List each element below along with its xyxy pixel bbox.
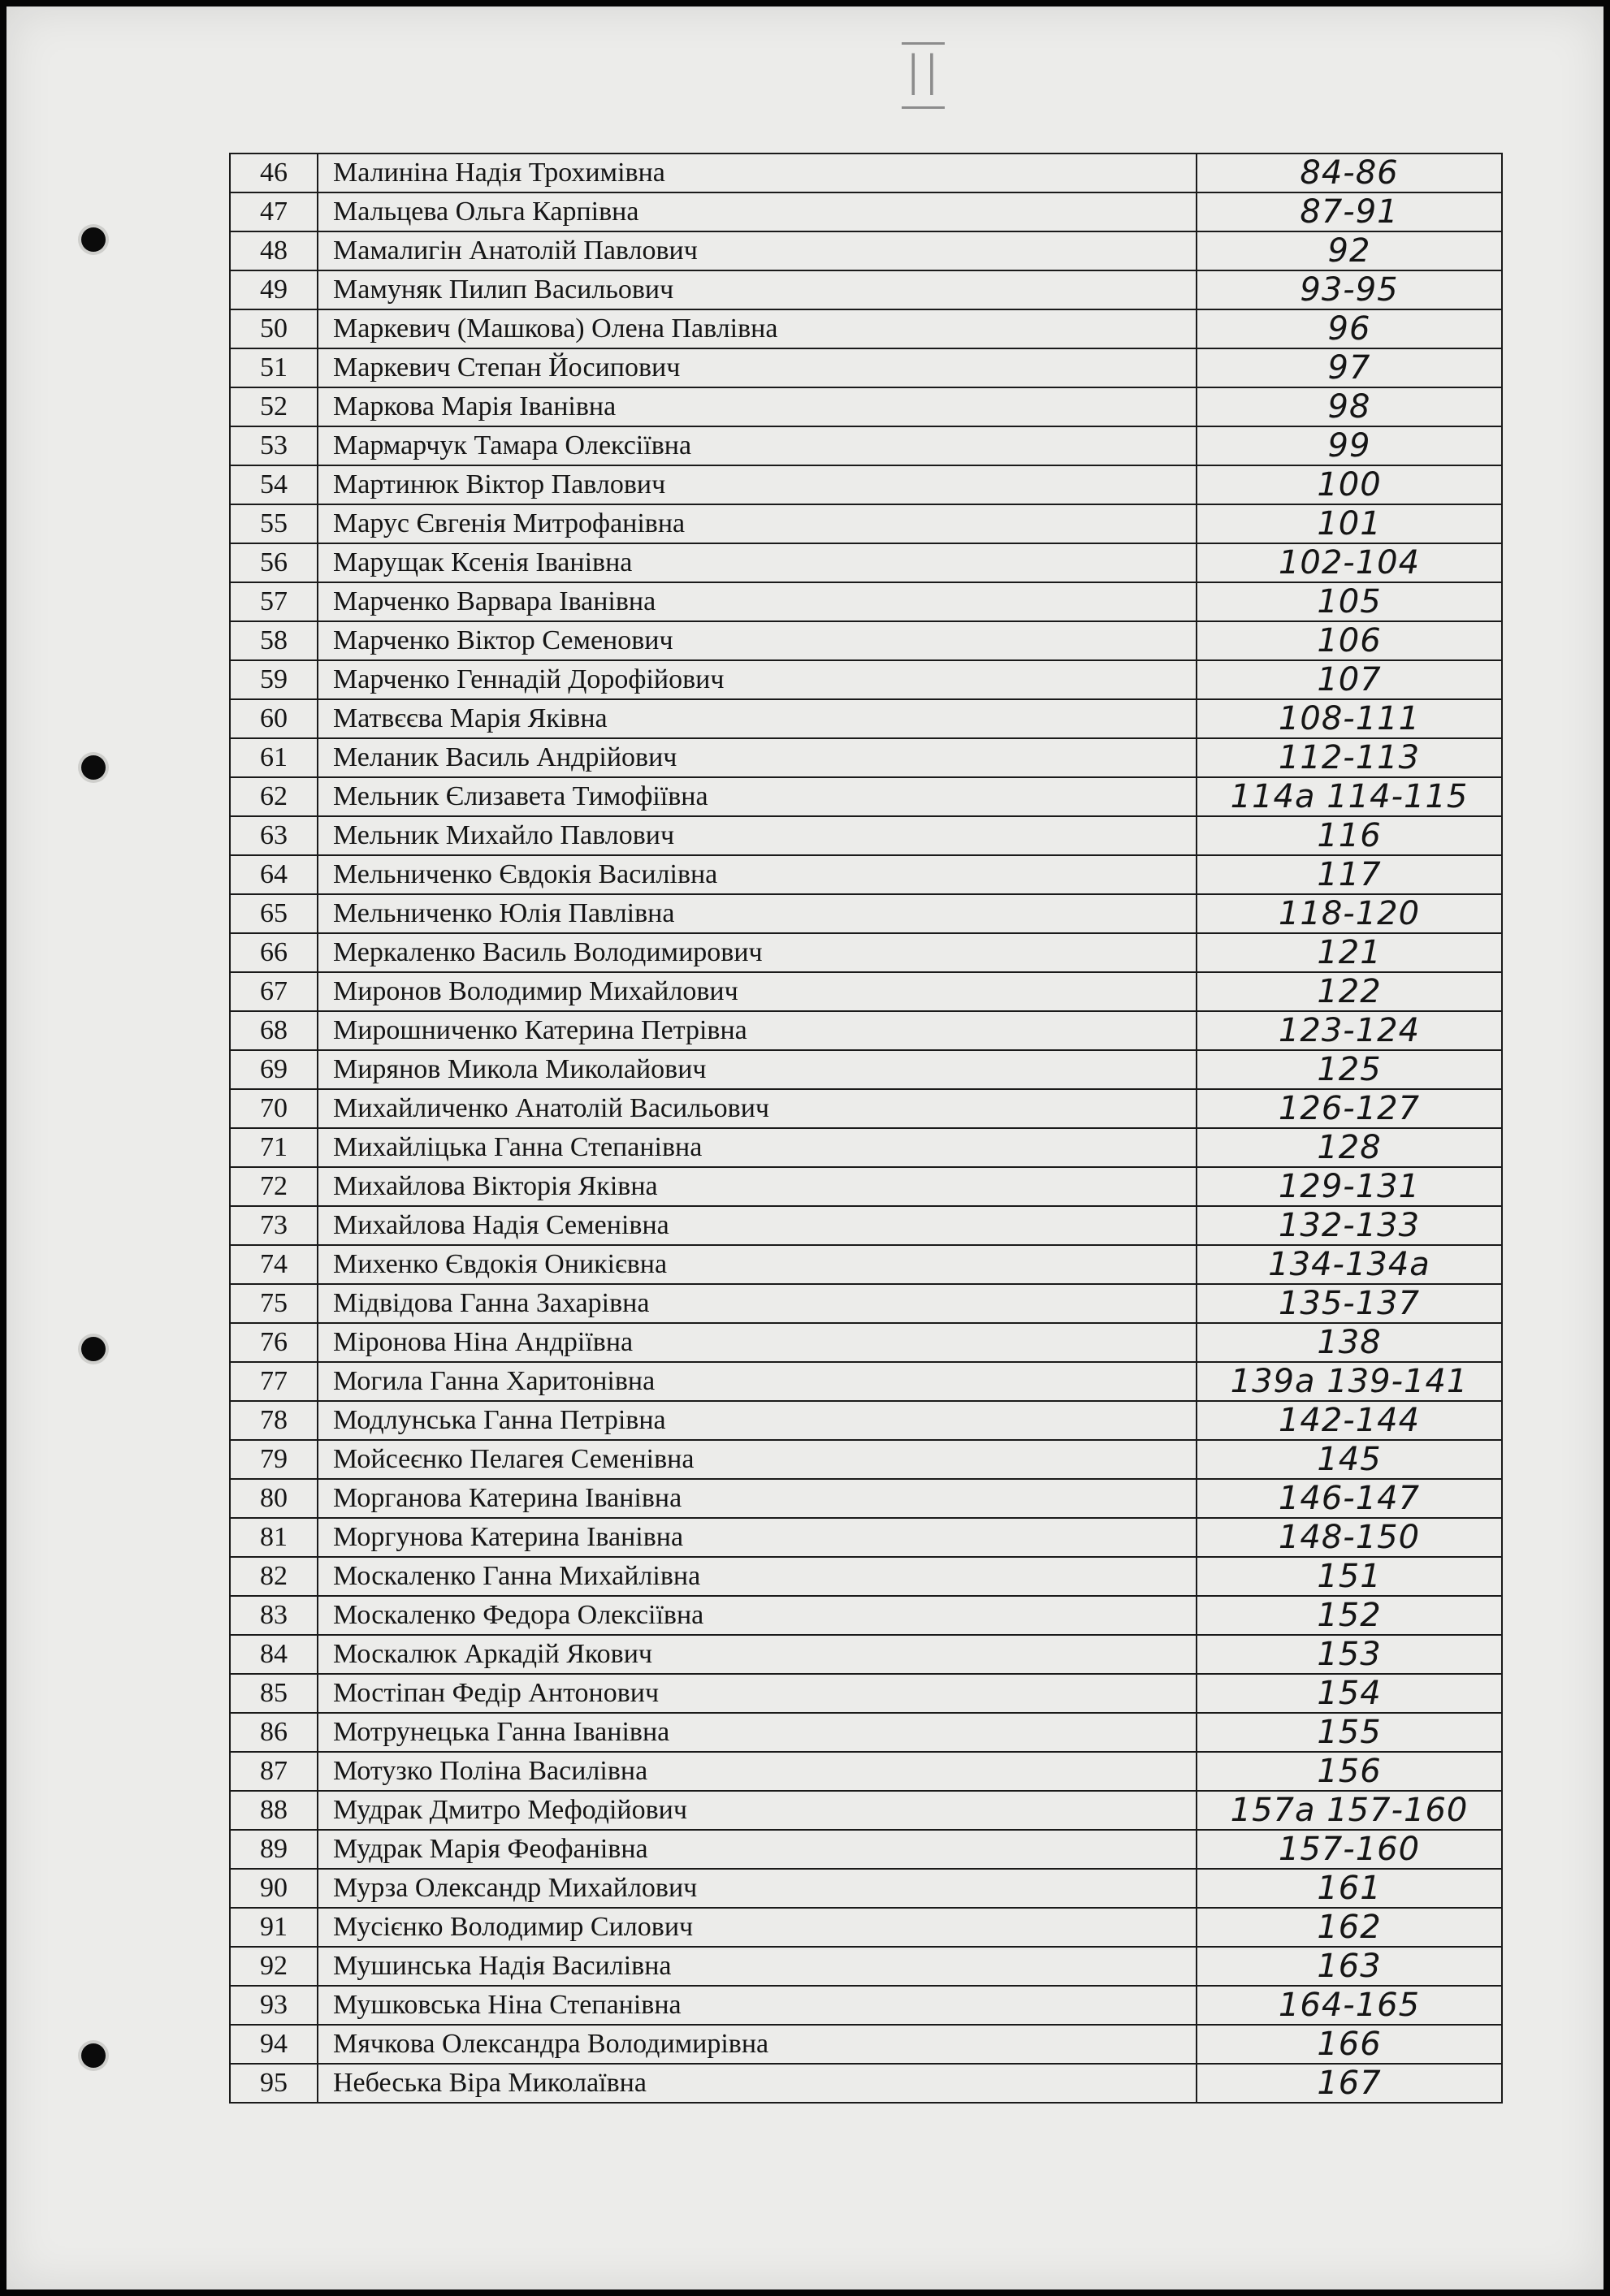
page-range: 125: [1197, 1050, 1502, 1089]
row-number: 49: [230, 270, 318, 309]
person-name: Михайлова Надія Семенівна: [318, 1206, 1197, 1245]
table-row: [230, 1986, 1502, 2025]
page-range: 152: [1197, 1596, 1502, 1635]
table-row: [230, 1908, 1502, 1947]
page-range: 162: [1197, 1908, 1502, 1947]
page-range: 123-124: [1197, 1011, 1502, 1050]
person-name: Мусієнко Володимир Силович: [318, 1908, 1197, 1947]
table-row: [230, 582, 1502, 621]
person-name: Марченко Геннадій Дорофійович: [318, 660, 1197, 699]
person-name: Моргунова Катерина Іванівна: [318, 1518, 1197, 1557]
person-name: Матвєєва Марія Яківна: [318, 699, 1197, 738]
page-range: 92: [1197, 231, 1502, 270]
person-name: Мурза Олександр Михайлович: [318, 1869, 1197, 1908]
punch-hole: [81, 1337, 106, 1361]
person-name: Меркаленко Василь Володимирович: [318, 933, 1197, 972]
row-number: 65: [230, 894, 318, 933]
person-name: Могила Ганна Харитонівна: [318, 1362, 1197, 1401]
row-number: 66: [230, 933, 318, 972]
page-range: 166: [1197, 2025, 1502, 2064]
person-name: Мельниченко Євдокія Василівна: [318, 855, 1197, 894]
table-row: [230, 1635, 1502, 1674]
row-number: 56: [230, 543, 318, 582]
table-row: [230, 738, 1502, 777]
row-number: 60: [230, 699, 318, 738]
page-range: 117: [1197, 855, 1502, 894]
page-range: 118-120: [1197, 894, 1502, 933]
person-name: Меланик Василь Андрійович: [318, 738, 1197, 777]
table-row: [230, 1674, 1502, 1713]
table-row: [230, 1167, 1502, 1206]
row-number: 55: [230, 504, 318, 543]
table-row: [230, 543, 1502, 582]
person-name: Мушковська Ніна Степанівна: [318, 1986, 1197, 2025]
person-name: Мудрак Дмитро Мефодійович: [318, 1791, 1197, 1830]
person-name: Москаленко Федора Олексіївна: [318, 1596, 1197, 1635]
table-row: [230, 972, 1502, 1011]
page-range: 102-104: [1197, 543, 1502, 582]
person-name: Мотузко Поліна Василівна: [318, 1752, 1197, 1791]
table-row: [230, 504, 1502, 543]
table-row: [230, 465, 1502, 504]
row-number: 82: [230, 1557, 318, 1596]
table-row: [230, 1791, 1502, 1830]
page-range: 84-86: [1197, 153, 1502, 192]
person-name: Мойсеєнко Пелагея Семенівна: [318, 1440, 1197, 1479]
register-table: [229, 153, 1503, 2104]
person-name: Малиніна Надія Трохимівна: [318, 153, 1197, 192]
table-row: [230, 231, 1502, 270]
row-number: 51: [230, 348, 318, 387]
page-range: 138: [1197, 1323, 1502, 1362]
page-range: 134-134а: [1197, 1245, 1502, 1284]
person-name: Небеська Віра Миколаївна: [318, 2064, 1197, 2103]
page-range: 100: [1197, 465, 1502, 504]
table-row: [230, 426, 1502, 465]
person-name: Мартинюк Віктор Павлович: [318, 465, 1197, 504]
table-row: [230, 309, 1502, 348]
person-name: Мирошниченко Катерина Петрівна: [318, 1011, 1197, 1050]
page-range: 101: [1197, 504, 1502, 543]
row-number: 92: [230, 1947, 318, 1986]
person-name: Мамуняк Пилип Васильович: [318, 270, 1197, 309]
row-number: 91: [230, 1908, 318, 1947]
punch-hole: [81, 2043, 106, 2068]
table-row: [230, 621, 1502, 660]
row-number: 94: [230, 2025, 318, 2064]
document-page: [6, 6, 1604, 2290]
page-range: 97: [1197, 348, 1502, 387]
table-row: [230, 1323, 1502, 1362]
person-name: Модлунська Ганна Петрівна: [318, 1401, 1197, 1440]
sheet-marker: II: [902, 42, 945, 109]
person-name: Михайлова Вікторія Яківна: [318, 1167, 1197, 1206]
person-name: Мирянов Микола Миколайович: [318, 1050, 1197, 1089]
row-number: 47: [230, 192, 318, 231]
page-range: 105: [1197, 582, 1502, 621]
row-number: 50: [230, 309, 318, 348]
table-row: [230, 2025, 1502, 2064]
page-range: 121: [1197, 933, 1502, 972]
page-range: 107: [1197, 660, 1502, 699]
row-number: 86: [230, 1713, 318, 1752]
page-range: 157а 157-160: [1197, 1791, 1502, 1830]
page-range: 129-131: [1197, 1167, 1502, 1206]
row-number: 76: [230, 1323, 318, 1362]
table-row: [230, 192, 1502, 231]
person-name: Михенко Євдокія Оникієвна: [318, 1245, 1197, 1284]
row-number: 57: [230, 582, 318, 621]
table-row: [230, 2064, 1502, 2103]
row-number: 58: [230, 621, 318, 660]
table-row: [230, 855, 1502, 894]
page-range: 148-150: [1197, 1518, 1502, 1557]
person-name: Москаленко Ганна Михайлівна: [318, 1557, 1197, 1596]
row-number: 73: [230, 1206, 318, 1245]
table-row: [230, 1089, 1502, 1128]
page-range: 98: [1197, 387, 1502, 426]
page-range: 145: [1197, 1440, 1502, 1479]
person-name: Маркевич Степан Йосипович: [318, 348, 1197, 387]
person-name: Маркова Марія Іванівна: [318, 387, 1197, 426]
table-row: [230, 816, 1502, 855]
person-name: Михайличенко Анатолій Васильович: [318, 1089, 1197, 1128]
page-range: 116: [1197, 816, 1502, 855]
table-row: [230, 1011, 1502, 1050]
page-range: 99: [1197, 426, 1502, 465]
page-range: 114а 114-115: [1197, 777, 1502, 816]
row-number: 74: [230, 1245, 318, 1284]
row-number: 85: [230, 1674, 318, 1713]
page-range: 154: [1197, 1674, 1502, 1713]
row-number: 61: [230, 738, 318, 777]
table-row: [230, 777, 1502, 816]
row-number: 95: [230, 2064, 318, 2103]
page-range: 163: [1197, 1947, 1502, 1986]
table-row: [230, 1479, 1502, 1518]
page-range: 135-137: [1197, 1284, 1502, 1323]
row-number: 80: [230, 1479, 318, 1518]
table-row: [230, 1440, 1502, 1479]
page-range: 112-113: [1197, 738, 1502, 777]
table-row: [230, 270, 1502, 309]
person-name: Мячкова Олександра Володимирівна: [318, 2025, 1197, 2064]
table-row: [230, 660, 1502, 699]
person-name: Мальцева Ольга Карпівна: [318, 192, 1197, 231]
row-number: 62: [230, 777, 318, 816]
row-number: 84: [230, 1635, 318, 1674]
table-row: [230, 1284, 1502, 1323]
person-name: Маркевич (Машкова) Олена Павлівна: [318, 309, 1197, 348]
person-name: Мудрак Марія Феофанівна: [318, 1830, 1197, 1869]
table-row: [230, 1050, 1502, 1089]
page-range: 139а 139-141: [1197, 1362, 1502, 1401]
person-name: Мельник Єлизавета Тимофіївна: [318, 777, 1197, 816]
table-row: [230, 348, 1502, 387]
page-range: 167: [1197, 2064, 1502, 2103]
table-row: [230, 1206, 1502, 1245]
row-number: 72: [230, 1167, 318, 1206]
row-number: 59: [230, 660, 318, 699]
page-range: 157-160: [1197, 1830, 1502, 1869]
person-name: Мостіпан Федір Антонович: [318, 1674, 1197, 1713]
person-name: Марченко Віктор Семенович: [318, 621, 1197, 660]
person-name: Морганова Катерина Іванівна: [318, 1479, 1197, 1518]
page-range: 128: [1197, 1128, 1502, 1167]
page-range: 164-165: [1197, 1986, 1502, 2025]
person-name: Мушинська Надія Василівна: [318, 1947, 1197, 1986]
row-number: 78: [230, 1401, 318, 1440]
table-row: [230, 1830, 1502, 1869]
row-number: 69: [230, 1050, 318, 1089]
row-number: 88: [230, 1791, 318, 1830]
row-number: 46: [230, 153, 318, 192]
page-range: 151: [1197, 1557, 1502, 1596]
punch-hole: [81, 755, 106, 780]
table-row: [230, 933, 1502, 972]
page-range: 161: [1197, 1869, 1502, 1908]
punch-hole: [81, 227, 106, 252]
page-range: 156: [1197, 1752, 1502, 1791]
table-row: [230, 1713, 1502, 1752]
page-range: 122: [1197, 972, 1502, 1011]
page-range: 132-133: [1197, 1206, 1502, 1245]
table-row: [230, 1518, 1502, 1557]
page-range: 108-111: [1197, 699, 1502, 738]
page-range: 87-91: [1197, 192, 1502, 231]
row-number: 67: [230, 972, 318, 1011]
row-number: 87: [230, 1752, 318, 1791]
table-row: [230, 1947, 1502, 1986]
person-name: Міронова Ніна Андріївна: [318, 1323, 1197, 1362]
page-range: 142-144: [1197, 1401, 1502, 1440]
table-row: [230, 1128, 1502, 1167]
table-row: [230, 153, 1502, 192]
person-name: Миронов Володимир Михайлович: [318, 972, 1197, 1011]
person-name: Мамалигін Анатолій Павлович: [318, 231, 1197, 270]
row-number: 68: [230, 1011, 318, 1050]
row-number: 71: [230, 1128, 318, 1167]
table-row: [230, 1557, 1502, 1596]
row-number: 70: [230, 1089, 318, 1128]
table-row: [230, 1362, 1502, 1401]
row-number: 48: [230, 231, 318, 270]
person-name: Марус Євгенія Митрофанівна: [318, 504, 1197, 543]
person-name: Москалюк Аркадій Якович: [318, 1635, 1197, 1674]
row-number: 79: [230, 1440, 318, 1479]
page-range: 126-127: [1197, 1089, 1502, 1128]
person-name: Марченко Варвара Іванівна: [318, 582, 1197, 621]
row-number: 81: [230, 1518, 318, 1557]
page-range: 93-95: [1197, 270, 1502, 309]
person-name: Марущак Ксенія Іванівна: [318, 543, 1197, 582]
row-number: 53: [230, 426, 318, 465]
row-number: 93: [230, 1986, 318, 2025]
table-row: [230, 1869, 1502, 1908]
row-number: 64: [230, 855, 318, 894]
person-name: Мотрунецька Ганна Іванівна: [318, 1713, 1197, 1752]
page-range: 153: [1197, 1635, 1502, 1674]
table-row: [230, 387, 1502, 426]
row-number: 63: [230, 816, 318, 855]
page-range: 106: [1197, 621, 1502, 660]
row-number: 52: [230, 387, 318, 426]
page-range: 96: [1197, 309, 1502, 348]
row-number: 89: [230, 1830, 318, 1869]
row-number: 90: [230, 1869, 318, 1908]
table-row: [230, 1596, 1502, 1635]
row-number: 77: [230, 1362, 318, 1401]
table-row: [230, 894, 1502, 933]
row-number: 75: [230, 1284, 318, 1323]
table-row: [230, 699, 1502, 738]
table-row: [230, 1752, 1502, 1791]
person-name: Мідвідова Ганна Захарівна: [318, 1284, 1197, 1323]
person-name: Мармарчук Тамара Олексіївна: [318, 426, 1197, 465]
table-row: [230, 1245, 1502, 1284]
page-range: 155: [1197, 1713, 1502, 1752]
row-number: 54: [230, 465, 318, 504]
table-row: [230, 1401, 1502, 1440]
page-range: 146-147: [1197, 1479, 1502, 1518]
person-name: Мельниченко Юлія Павлівна: [318, 894, 1197, 933]
person-name: Мельник Михайло Павлович: [318, 816, 1197, 855]
row-number: 83: [230, 1596, 318, 1635]
person-name: Михайліцька Ганна Степанівна: [318, 1128, 1197, 1167]
